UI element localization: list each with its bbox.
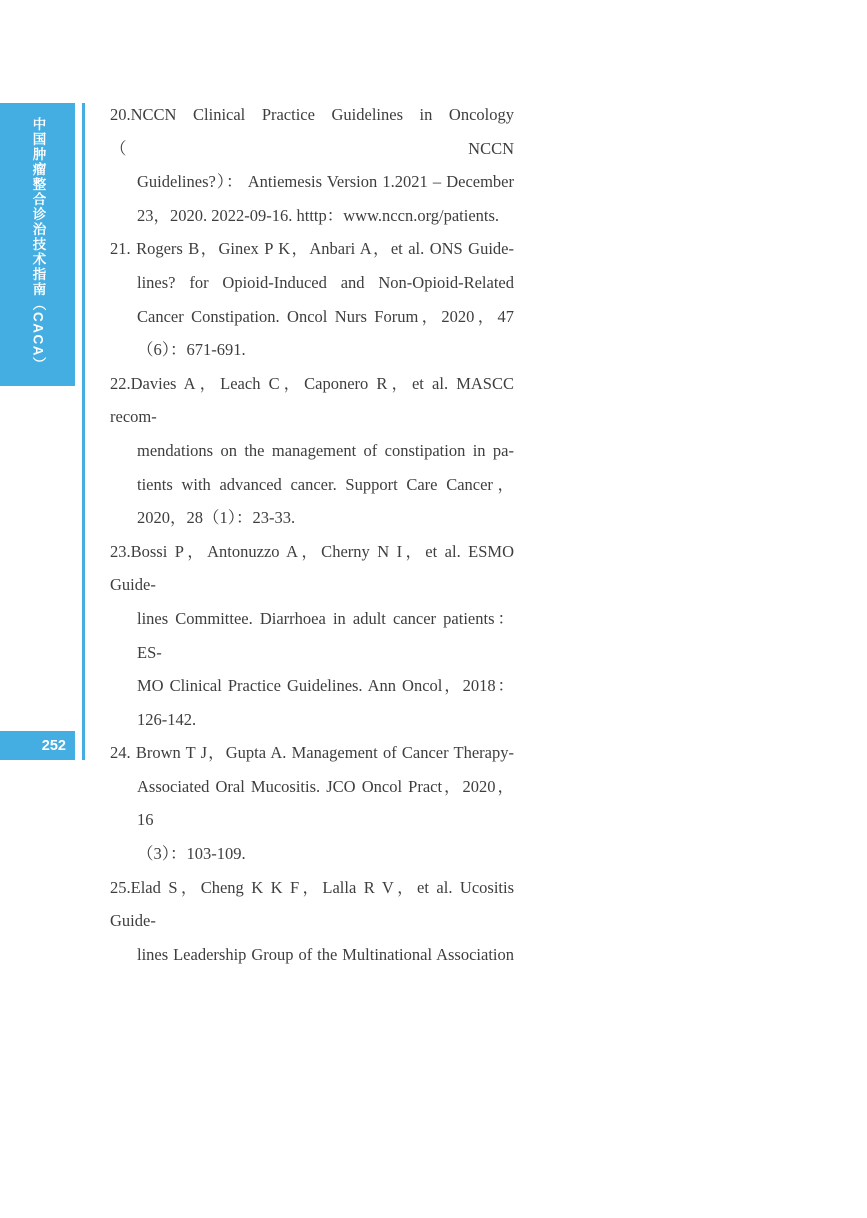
reference-item-23	[110, 535, 514, 737]
reference-line: （3）：103-109.	[137, 844, 246, 864]
reference-line: 23.Bossi P，Antonuzzo A，Cherny N I，et al. ESMO Guide-	[110, 541, 514, 595]
reference-line: MO Clinical Practice Guidelines. Ann Oncol，2018：	[137, 676, 514, 696]
page-number-badge	[0, 731, 75, 760]
reference-line: 20.NCCN Clinical Practice Guidelines in Oncology （NCCN	[110, 105, 514, 158]
reference-line: lines Committee. Diarrhoea in adult cancer patients：ES-	[137, 608, 514, 662]
sidebar-banner	[0, 103, 75, 386]
reference-line: 21. Rogers B，Ginex P K，Anbari A，et al. ONS Guide-	[110, 239, 514, 259]
reference-line: mendations on the management of constipation in pa-	[137, 440, 514, 460]
reference-line: 22.Davies A，Leach C，Caponero R，et al. MASCC recom-	[110, 373, 514, 427]
references-list	[110, 98, 514, 971]
reference-line: Guidelines?）： Antiemesis Version 1.2021 – December	[137, 172, 514, 192]
reference-line: Cancer Constipation. Oncol Nurs Forum，2020，47	[137, 306, 514, 326]
reference-item-21	[110, 232, 514, 366]
reference-item-24	[110, 736, 514, 870]
reference-item-20	[110, 98, 514, 232]
reference-line: 23，2020. 2022-09-16. htttp：www.nccn.org/patients.	[137, 205, 500, 225]
reference-line: 126-142.	[137, 709, 197, 729]
page-number: 252	[41, 737, 66, 754]
reference-line: 2020，28（1）：23-33.	[137, 508, 296, 528]
reference-line: lines Leadership Group of the Multinational Association	[137, 944, 514, 964]
reference-line: 25.Elad S，Cheng K K F，Lalla R V，et al. Ucositis Guide-	[110, 877, 514, 931]
sidebar-divider-line	[82, 103, 85, 760]
reference-item-25	[110, 871, 514, 972]
reference-line: tients with advanced cancer. Support Care Cancer，	[137, 474, 514, 494]
reference-line: （6）：671-691.	[137, 340, 246, 360]
book-title-vertical: 中国肿瘤整合诊治技术指南（CACA）	[30, 117, 46, 372]
reference-item-22	[110, 367, 514, 535]
reference-line: lines? for Opioid-Induced and Non-Opioid-Related	[137, 272, 514, 292]
reference-line: 24. Brown T J，Gupta A. Management of Cancer Therapy-	[110, 743, 514, 763]
reference-line: Associated Oral Mucositis. JCO Oncol Pract，2020，16	[137, 776, 514, 830]
